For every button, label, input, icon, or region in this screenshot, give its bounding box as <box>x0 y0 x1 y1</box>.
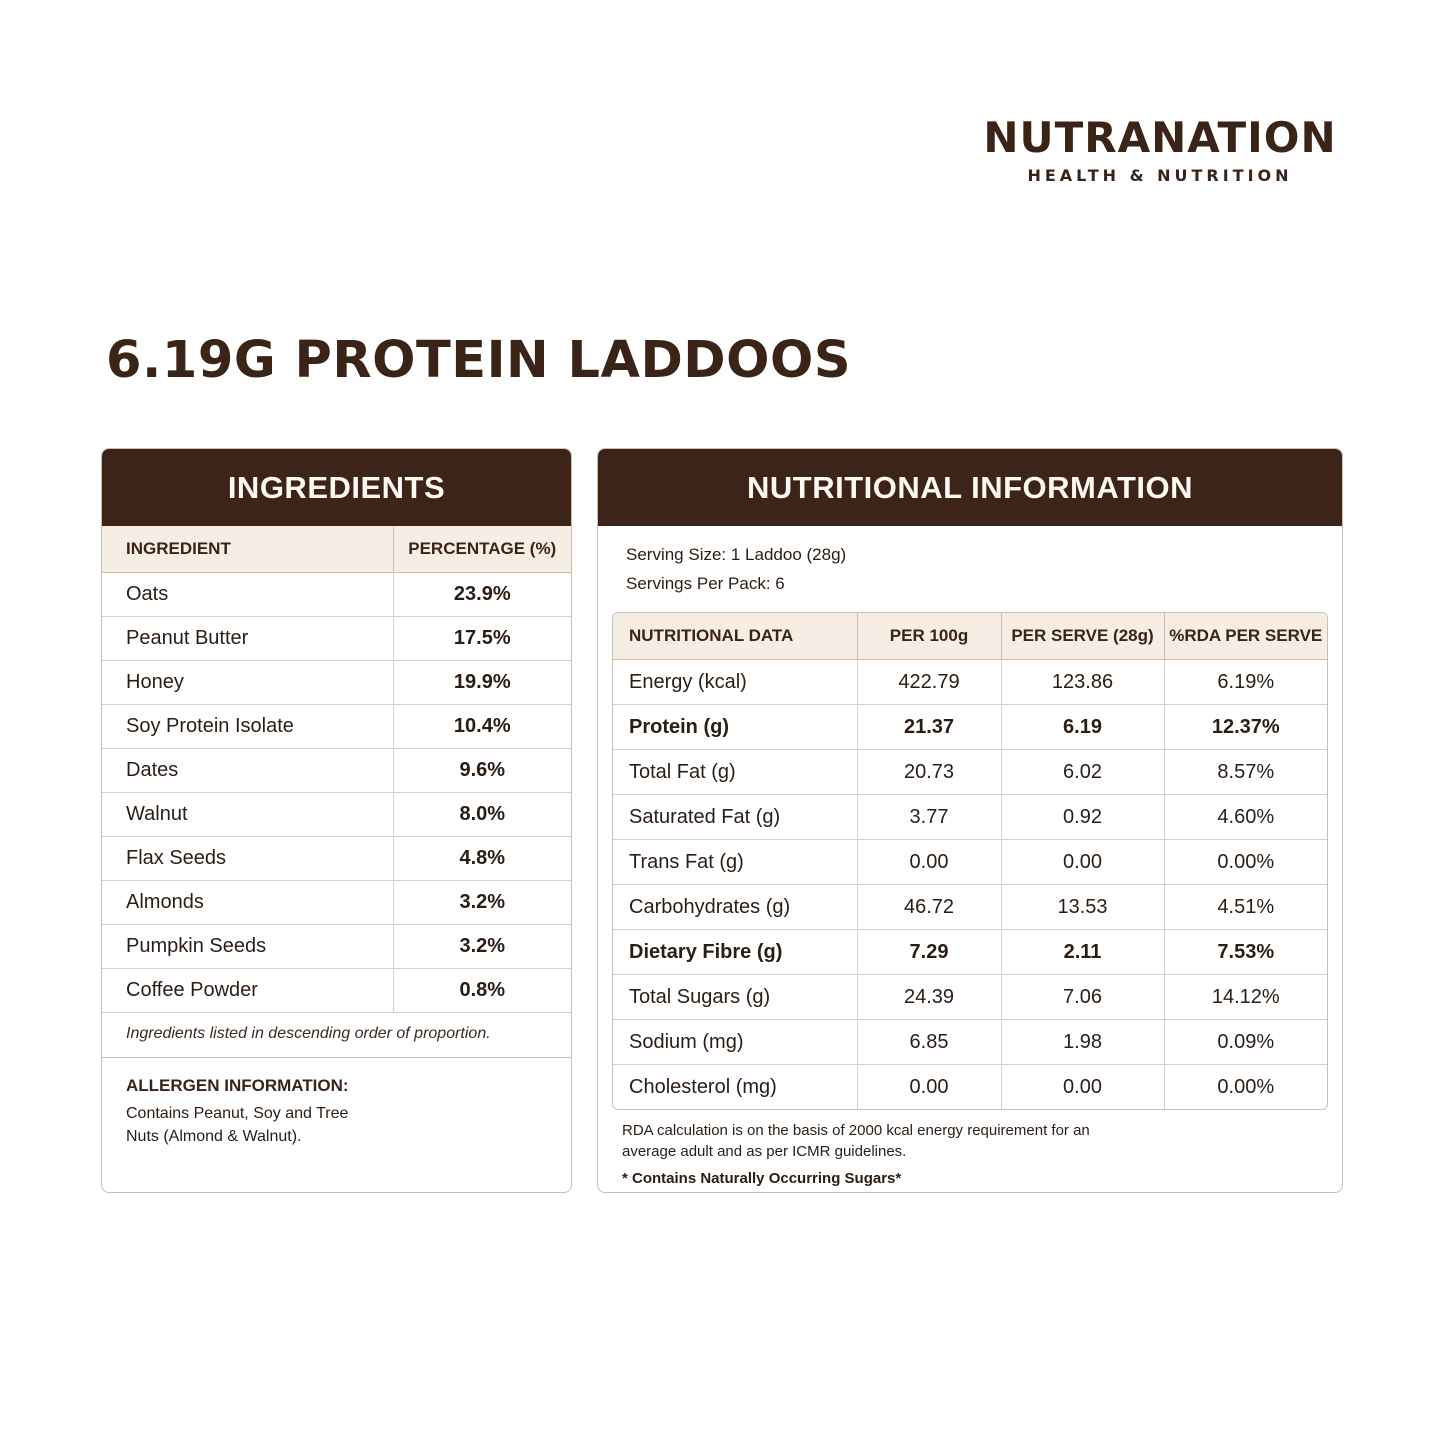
value-rda: 0.00% <box>1164 840 1327 885</box>
nutrition-heading: NUTRITIONAL INFORMATION <box>598 449 1342 526</box>
nutrient-name: Trans Fat (g) <box>613 840 857 885</box>
ingredient-percentage: 9.6% <box>393 749 571 793</box>
value-per-serve: 0.00 <box>1001 840 1164 885</box>
value-per-100g: 7.29 <box>857 930 1001 975</box>
ingredient-name: Coffee Powder <box>102 969 393 1013</box>
nutrient-name: Saturated Fat (g) <box>613 795 857 840</box>
ingredient-percentage: 3.2% <box>393 881 571 925</box>
nutrient-name: Dietary Fibre (g) <box>613 930 857 975</box>
col-nutritional-data: NUTRITIONAL DATA <box>613 613 857 660</box>
nutrient-name: Cholesterol (mg) <box>629 1075 777 1098</box>
ingredient-name: Dates <box>102 749 393 793</box>
nutrient-name: Total Sugars (g) <box>613 975 857 1020</box>
ingredient-row <box>102 573 571 617</box>
value-per-100g: 3.77 <box>857 795 1001 840</box>
value-per-100g: 422.79 <box>857 660 1001 705</box>
ingredients-note: Ingredients listed in descending order of proportion. <box>102 1013 571 1058</box>
value-per-100g: 0.00 <box>857 840 1001 885</box>
value-rda: 4.60% <box>1164 795 1327 840</box>
value-per-100g: 0.00 <box>857 1065 1001 1110</box>
nutrient-name: Sodium (mg) <box>613 1020 857 1065</box>
ingredient-percentage: 3.2% <box>393 925 571 969</box>
nutrition-row <box>613 975 1327 1020</box>
ingredient-percentage: 19.9% <box>393 661 571 705</box>
nutrition-row <box>613 1065 1327 1110</box>
value-per-100g: 20.73 <box>857 750 1001 795</box>
value-rda: 4.51% <box>1164 885 1327 930</box>
ingredient-percentage: 23.9% <box>393 573 571 617</box>
ingredients-header-row <box>102 526 571 573</box>
col-rda-per-serve: %RDA PER SERVE <box>1164 613 1327 660</box>
servings-per-pack: Servings Per Pack: 6 <box>626 574 785 593</box>
ingredient-row <box>102 749 571 793</box>
ingredient-row <box>102 969 571 1013</box>
nutrition-table-box <box>612 612 1328 1110</box>
ingredient-row <box>102 925 571 969</box>
nutrition-row <box>613 795 1327 840</box>
nutrition-row <box>613 840 1327 885</box>
value-per-serve: 0.00 <box>1001 1065 1164 1110</box>
nutrition-row <box>613 750 1327 795</box>
ingredient-name: Oats <box>102 573 393 617</box>
page-title: 6.19G PROTEIN LADDOOS <box>106 331 852 390</box>
serving-size: Serving Size: 1 Laddoo (28g) <box>626 545 847 564</box>
nutrition-table <box>613 613 1327 1109</box>
ingredient-row <box>102 661 571 705</box>
nutrient-name: Energy (kcal) <box>613 660 857 705</box>
ingredient-name: Honey <box>102 661 393 705</box>
ingredient-percentage: 8.0% <box>393 793 571 837</box>
ingredient-name: Pumpkin Seeds <box>102 925 393 969</box>
value-rda: 0.09% <box>1164 1020 1327 1065</box>
value-per-serve: 7.06 <box>1001 975 1164 1020</box>
col-ingredient-header: INGREDIENT <box>102 526 393 573</box>
ingredient-row <box>102 881 571 925</box>
value-rda: 7.53% <box>1164 930 1327 975</box>
col-per-serve: PER SERVE (28g) <box>1001 613 1164 660</box>
col-per-100g: PER 100g <box>857 613 1001 660</box>
value-rda: 8.57% <box>1164 750 1327 795</box>
nutrition-header-row <box>613 613 1327 660</box>
ingredient-percentage: 4.8% <box>393 837 571 881</box>
allergen-text: Contains Peanut, Soy and Tree Nuts (Almond & Walnut). <box>126 1105 349 1145</box>
ingredient-name: Almonds <box>102 881 393 925</box>
value-per-100g: 46.72 <box>857 885 1001 930</box>
ingredient-name: Walnut <box>102 793 393 837</box>
nutrient-name: Total Fat (g) <box>613 750 857 795</box>
nutrition-row <box>613 1020 1327 1065</box>
ingredient-name: Peanut Butter <box>102 617 393 661</box>
ingredient-row <box>102 793 571 837</box>
nutrition-panel <box>597 448 1343 1193</box>
value-per-100g: 24.39 <box>857 975 1001 1020</box>
value-per-100g: 6.85 <box>857 1020 1001 1065</box>
value-per-serve: 1.98 <box>1001 1020 1164 1065</box>
ingredient-row <box>102 617 571 661</box>
value-rda: 6.19% <box>1164 660 1327 705</box>
nutrient-name: Protein (g) <box>613 705 857 750</box>
rda-note: RDA calculation is on the basis of 2000 kcal energy requirement for an average adult and as per ICMR guidelines. <box>622 1122 1090 1160</box>
serving-info <box>598 526 1342 598</box>
value-rda: 12.37% <box>1164 705 1327 750</box>
nutrition-row <box>613 885 1327 930</box>
ingredient-row <box>102 705 571 749</box>
ingredient-name: Soy Protein Isolate <box>102 705 393 749</box>
value-per-100g: 21.37 <box>857 705 1001 750</box>
ingredient-percentage: 10.4% <box>393 705 571 749</box>
brand-name: NUTRANATION <box>983 113 1337 162</box>
brand-logo <box>960 112 1360 185</box>
ingredients-table <box>102 526 571 1013</box>
ingredients-heading: INGREDIENTS <box>102 449 571 526</box>
value-rda: 14.12% <box>1164 975 1327 1020</box>
sugar-note: * Contains Naturally Occurring Sugars* <box>622 1170 902 1187</box>
nutrition-row <box>613 660 1327 705</box>
value-per-serve: 13.53 <box>1001 885 1164 930</box>
brand-tagline: HEALTH & NUTRITION <box>1027 166 1293 185</box>
nutrition-row <box>613 705 1327 750</box>
col-percentage-header: PERCENTAGE (%) <box>393 526 571 573</box>
nutrient-name: Carbohydrates (g) <box>613 885 857 930</box>
value-rda: 0.00% <box>1164 1065 1327 1110</box>
ingredient-percentage: 0.8% <box>393 969 571 1013</box>
nutrition-row <box>613 930 1327 975</box>
ingredient-percentage: 17.5% <box>393 617 571 661</box>
value-per-serve: 6.02 <box>1001 750 1164 795</box>
value-per-serve: 123.86 <box>1001 660 1164 705</box>
ingredient-row <box>102 837 571 881</box>
ingredient-name: Flax Seeds <box>102 837 393 881</box>
ingredients-panel <box>101 448 572 1193</box>
allergen-title: ALLERGEN INFORMATION: <box>126 1076 349 1095</box>
value-per-serve: 2.11 <box>1001 930 1164 975</box>
value-per-serve: 0.92 <box>1001 795 1164 840</box>
value-per-serve: 6.19 <box>1001 705 1164 750</box>
